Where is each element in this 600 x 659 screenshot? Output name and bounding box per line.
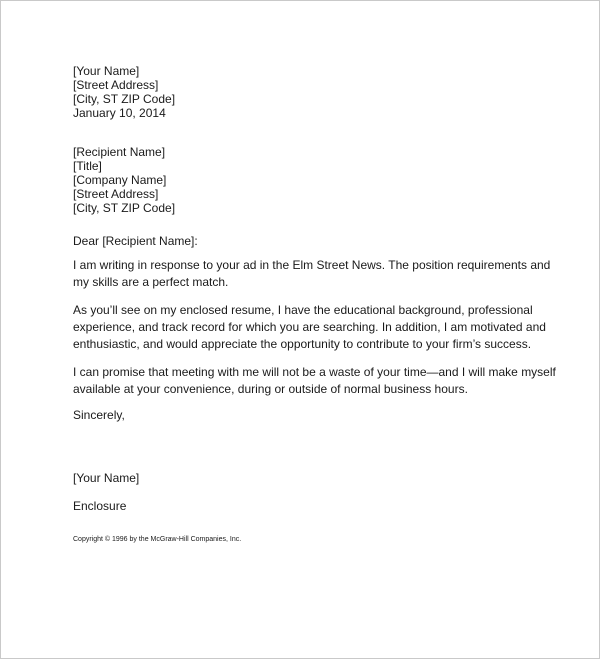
sender-name: [Your Name] (73, 64, 140, 78)
recipient-address-block (73, 145, 563, 215)
cover-letter (73, 64, 563, 544)
body-paragraph: As you’ll see on my enclosed resume, I have the educational background, professional experience, and track record for which you are searching. In addition, I am motivated and enthusiastic, and would appreciate the opportunity to contribute to your firm’s success. (73, 303, 546, 351)
body-paragraph: I am writing in response to your ad in the Elm Street News. The position requirements and my skills are a perfect match. (73, 258, 551, 289)
recipient-name: [Recipient Name] (73, 145, 166, 159)
letter-date: January 10, 2014 (73, 106, 166, 120)
recipient-street-address: [Street Address] (73, 187, 159, 201)
closing: Sincerely, (73, 408, 125, 422)
recipient-company: [Company Name] (73, 173, 167, 187)
body-paragraph: I can promise that meeting with me will not be a waste of your time—and I will make myself available at your convenience, during or outside of normal business hours. (73, 365, 556, 396)
sender-address-block (73, 64, 563, 120)
enclosure-note: Enclosure (73, 499, 127, 513)
copyright-notice: Copyright © 1996 by the McGraw-Hill Companies, Inc. (73, 536, 242, 543)
recipient-title: [Title] (73, 159, 102, 173)
sender-street-address: [Street Address] (73, 78, 159, 92)
signature-name: [Your Name] (73, 471, 140, 485)
salutation: Dear [Recipient Name]: (73, 234, 198, 248)
sender-city-state-zip: [City, ST ZIP Code] (73, 92, 176, 106)
recipient-city-state-zip: [City, ST ZIP Code] (73, 201, 176, 215)
